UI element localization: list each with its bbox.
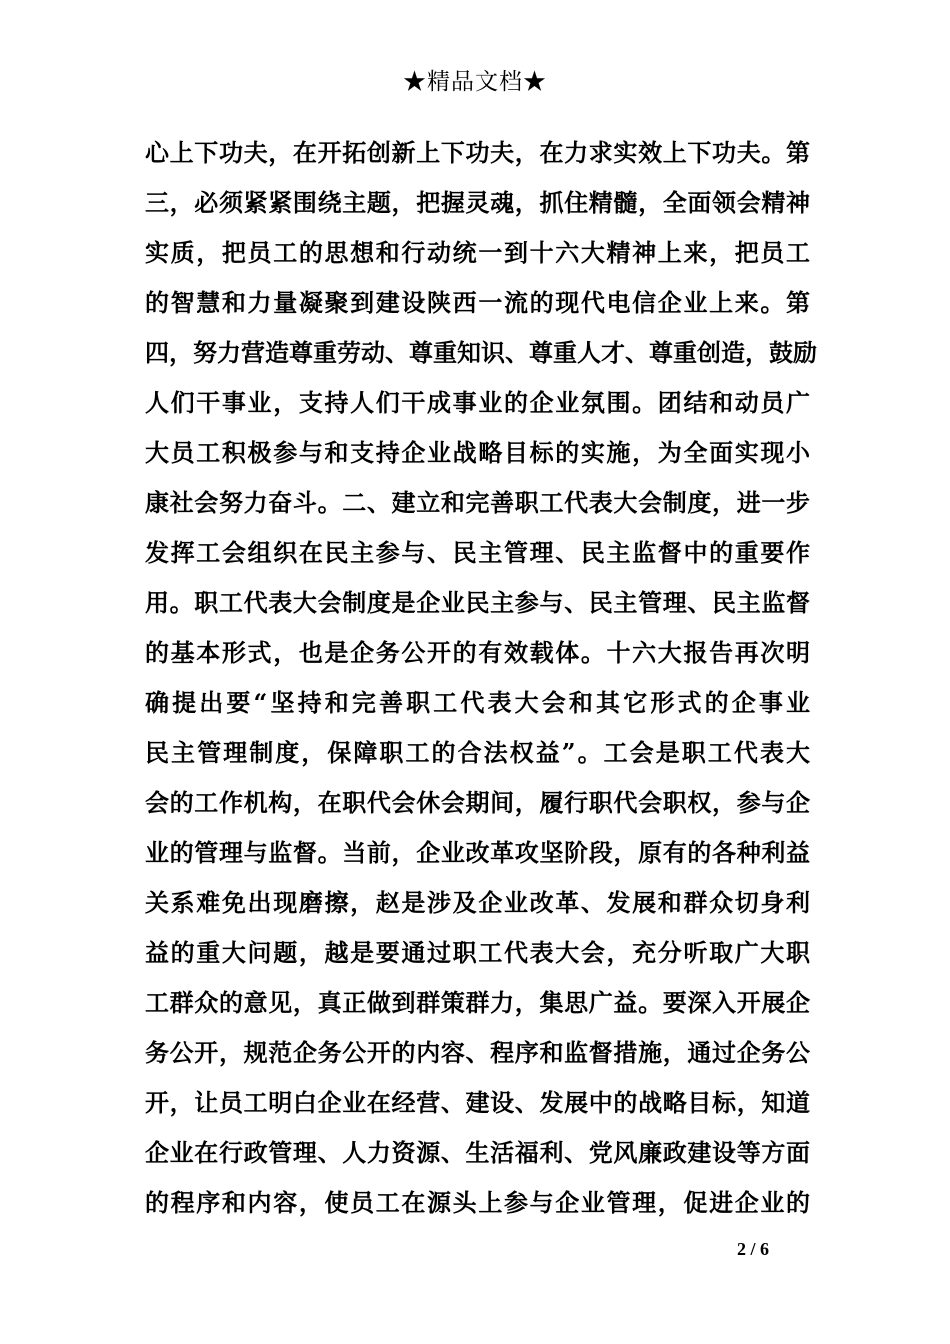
- text-line: 关系难免出现磨擦，赵是涉及企业改革、发展和群众切身利: [145, 888, 810, 917]
- text-line: 益的重大问题，越是要通过职工代表大会，充分听取广大职: [145, 938, 810, 967]
- text-line: 民主管理制度，保障职工的合法权益”。工会是职工代表大: [145, 738, 810, 767]
- page-number: 2 / 6: [737, 1239, 770, 1259]
- text-line: 四，努力营造尊重劳动、尊重知识、尊重人才、尊重创造，鼓励: [145, 338, 817, 367]
- text-line: 发挥工会组织在民主参与、民主管理、民主监督中的重要作: [145, 538, 810, 567]
- text-line: 的程序和内容，使员工在源头上参与企业管理，促进企业的: [145, 1188, 810, 1217]
- text-line: 工群众的意见，真正做到群策群力，集思广益。要深入开展企: [145, 988, 810, 1017]
- page-header-title: ★精品文档★: [403, 69, 547, 95]
- text-line: 用。职工代表大会制度是企业民主参与、民主管理、民主监督: [145, 588, 810, 617]
- text-line: 康社会努力奋斗。二、建立和完善职工代表大会制度，进一步: [145, 488, 810, 517]
- text-line: 心上下功夫，在开拓创新上下功夫，在力求实效上下功夫。第: [145, 138, 810, 167]
- text-line: 企业在行政管理、人力资源、生活福利、党风廉政建设等方面: [145, 1138, 810, 1167]
- text-line: 确提出要“坚持和完善职工代表大会和其它形式的企事业: [145, 688, 810, 717]
- text-line: 开，让员工明白企业在经营、建设、发展中的战略目标，知道: [145, 1088, 810, 1117]
- text-line: 的智慧和力量凝聚到建设陕西一流的现代电信企业上来。第: [145, 288, 810, 317]
- text-line: 实质，把员工的思想和行动统一到十六大精神上来，把员工: [145, 238, 810, 267]
- document-body: [145, 128, 817, 1228]
- text-line: 三，必须紧紧围绕主题，把握灵魂，抓住精髓，全面领会精神: [145, 188, 810, 217]
- text-line: 会的工作机构，在职代会休会期间，履行职代会职权，参与企: [145, 788, 810, 817]
- text-line: 人们干事业，支持人们干成事业的企业氛围。团结和动员广: [145, 388, 810, 417]
- text-line: 大员工积极参与和支持企业战略目标的实施，为全面实现小: [145, 438, 810, 467]
- text-line: 业的管理与监督。当前，企业改革攻坚阶段，原有的各种利益: [145, 838, 810, 867]
- text-line: 的基本形式，也是企务公开的有效载体。十六大报告再次明: [145, 638, 810, 667]
- text-line: 务公开，规范企务公开的内容、程序和监督措施，通过企务公: [145, 1038, 810, 1067]
